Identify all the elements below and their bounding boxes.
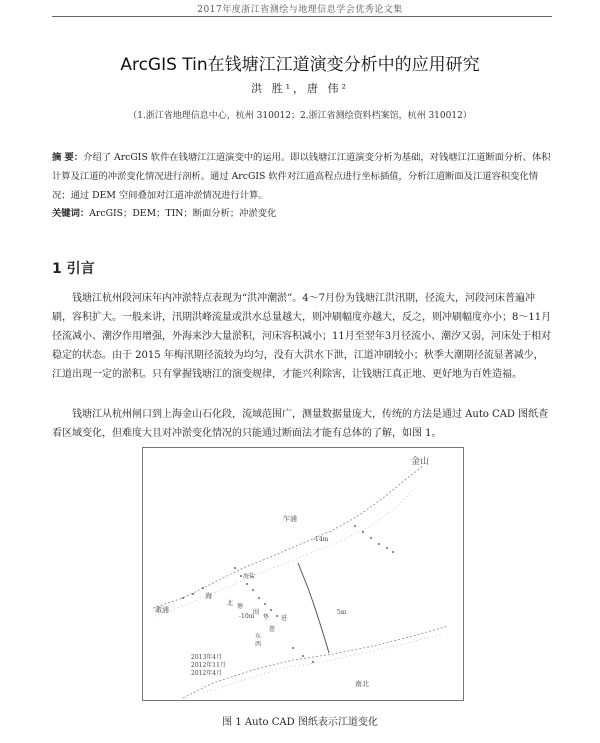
label-bei: 北 <box>227 600 234 607</box>
survey-points <box>182 525 394 663</box>
keywords <box>52 205 552 219</box>
header-rule <box>52 16 552 17</box>
label-depth-10m: -10m <box>239 613 255 620</box>
abstract-text: 介绍了 ArcGIS 软件在钱塘江江道演变中的运用。即以钱塘江江道演变分析为基础，对钱塘江江道断面分析、体积计算及江道的冲淤变化情况进行剖析。通过 ArcGIS 软件对江道高程点进行坐标插值，分析江道断面及江道容积变化情况；通过 DEM 空间叠加对江道冲淤情况进行计算。 <box>52 152 551 201</box>
south-contour <box>203 634 443 693</box>
label-haiyan: 海盐 <box>243 573 256 580</box>
section-line <box>298 563 329 653</box>
north-bank-line <box>153 466 423 608</box>
keywords-label: 关键词： <box>52 208 90 219</box>
label-dian: 垫 <box>263 614 270 621</box>
label-tang: 塘 <box>237 603 244 610</box>
label-ganpu: 澉浦 <box>155 606 169 614</box>
affiliations: （1.浙江省地理信息中心，杭州 310012；2.浙江省测绘资料档案馆，杭州 310012） <box>128 111 472 121</box>
body-paragraph: 钱塘江从杭州闸口到上海金山石化段，流域范围广，测量数据量庞大，传统的方法是通过 Auto CAD 图纸查看区域变化，但难度大且对冲淤变化情况的只能通过断面法才能有总体的了解，如图 1。 <box>52 409 549 439</box>
abstract-label: 摘 要： <box>52 152 84 163</box>
label-ci: 慈 <box>269 626 276 633</box>
north-contour <box>155 488 415 616</box>
paper-title: ArcGIS Tin在钱塘江江道演变分析中的应用研究 <box>120 55 480 75</box>
abstract <box>52 148 552 205</box>
legend-2012-4: 2012年4月 <box>191 670 223 677</box>
label-dong: 东 <box>255 633 262 640</box>
body-paragraph: 钱塘江杭州段河床年内冲淤特点表现为“洪冲潮淤”。4～7月份为钱塘江洪汛期，径流大，河段河床普遍冲刷，容积扩大。一般来讲，汛期洪峰流量或洪水总量越大，则冲刷幅度亦越大，反之，则冲刷幅度亦小；8～11月径流减小、潮汐作用增强，外海来沙大量淤积，河床容积减小；11月至翌年3月径流小、潮汐又弱，河床处于相对稳定的状态。由于 2015 年梅汛期径流较为均匀，没有大洪水下泄，江道冲刷较小；秋季大潮期径流显著减少，江道出现一定的淤积。只有掌握钱塘江的演变规律，才能兴利除害，让钱塘江真正地、更好地为百姓造福。 <box>52 293 552 380</box>
label-wei: 围 <box>253 609 260 616</box>
label-jinjia: 进 <box>281 615 288 622</box>
legend-2013-4: 2013年4月 <box>191 654 223 661</box>
authors: 洪 胜¹，唐 伟² <box>251 82 349 95</box>
legend-2012-11: 2012年11月 <box>191 662 226 669</box>
label-jinshan: 金山 <box>411 457 430 467</box>
label-depth-14m: -14m <box>313 536 329 543</box>
label-xi: 西 <box>255 641 262 648</box>
running-head: 2017年度浙江省测绘与地理信息学会优秀论文集 <box>197 5 403 15</box>
label-depth-5m: 5m <box>337 609 347 616</box>
label-zhapu: 乍浦 <box>283 515 297 523</box>
cad-drawing <box>143 448 463 700</box>
label-nanbei: 南北 <box>355 680 369 688</box>
figure-caption: 图 1 Auto CAD 图纸表示江道变化 <box>222 717 378 728</box>
figure-1 <box>142 447 464 701</box>
keywords-text: ArcGIS；DEM；TIN；断面分析；冲淤变化 <box>89 208 277 219</box>
section-heading: 1 引言 <box>52 261 95 277</box>
label-hai: 海 <box>205 592 212 600</box>
